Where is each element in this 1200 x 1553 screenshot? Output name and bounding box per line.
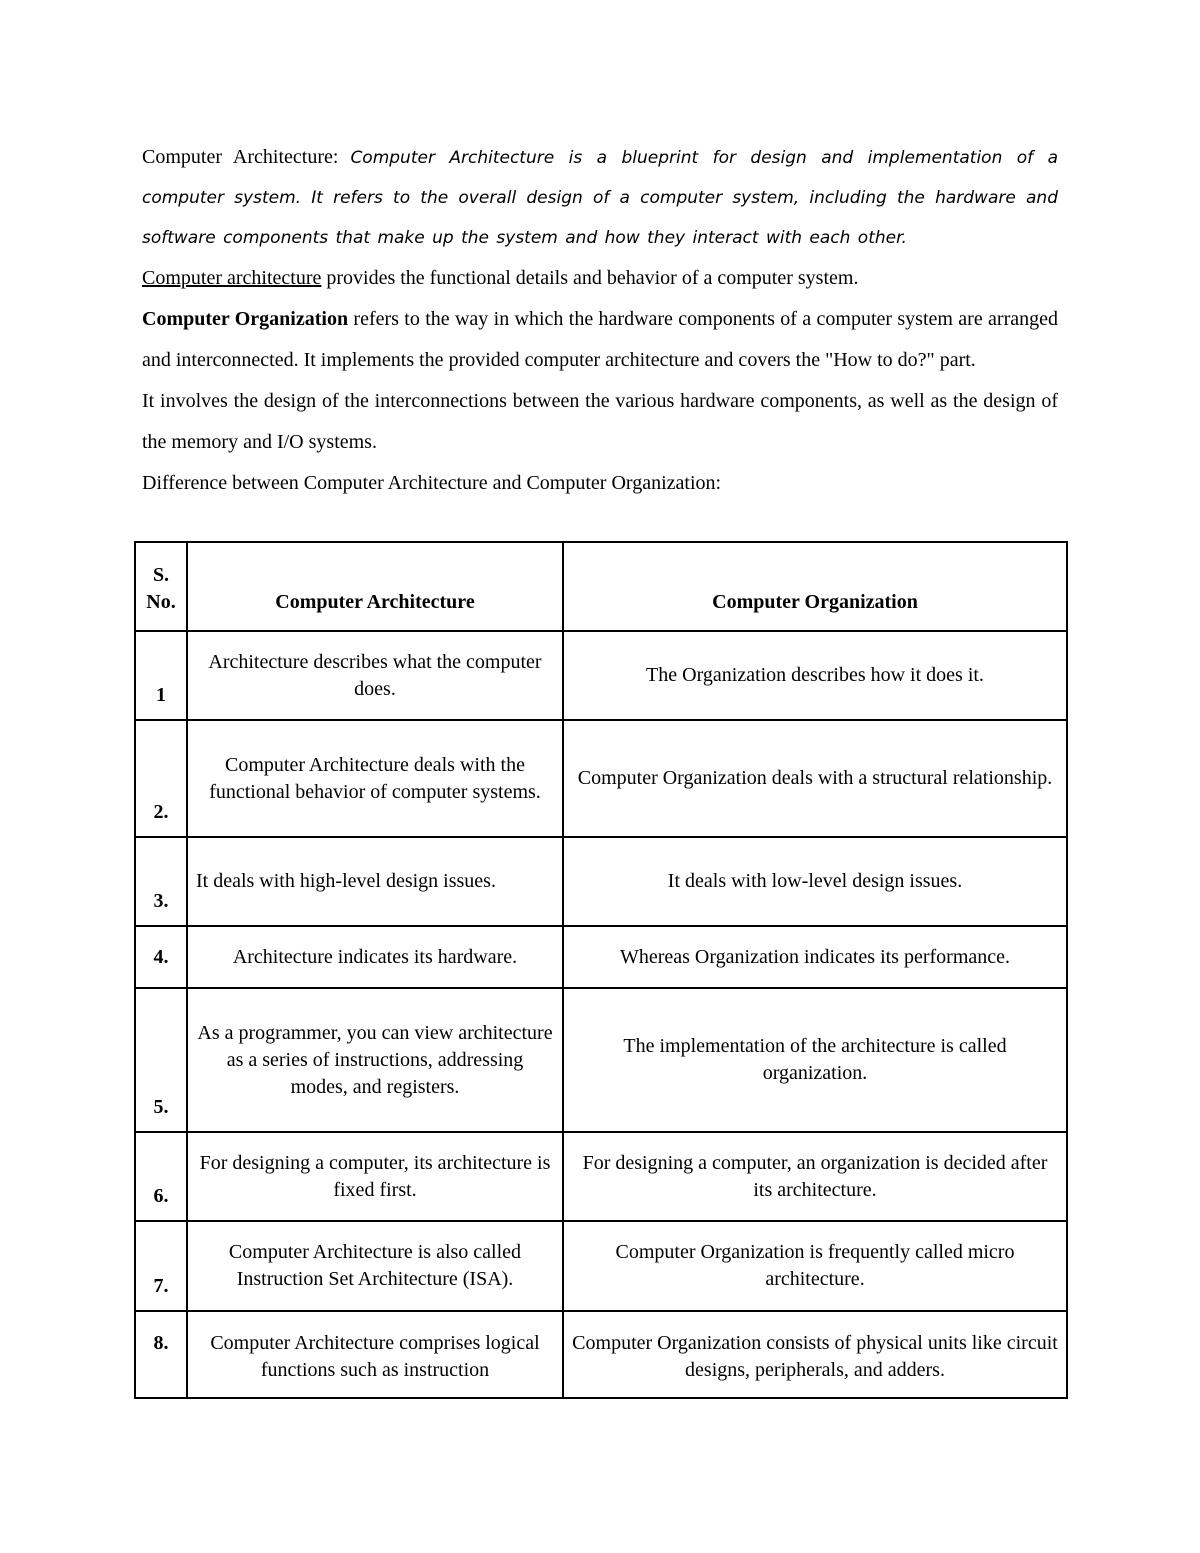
row-sno: 2. <box>135 720 187 837</box>
comparison-table <box>134 541 1068 1399</box>
table-row <box>135 631 1067 720</box>
header-organization: Computer Organization <box>563 542 1067 631</box>
table-row <box>135 1311 1067 1398</box>
row-organization: The implementation of the architecture is called organization. <box>563 988 1067 1132</box>
row-sno: 7. <box>135 1221 187 1311</box>
row-organization: Computer Organization deals with a structural relationship. <box>563 720 1067 837</box>
difference-heading: Difference between Computer Architecture and Computer Organization: <box>142 472 722 494</box>
row-organization: Computer Organization consists of physical units like circuit designs, peripherals, and adders. <box>563 1311 1067 1398</box>
row-sno: 4. <box>135 926 187 988</box>
organization-paragraph <box>142 299 1058 381</box>
organization-description: refers to the way in which the hardware components of a computer system are arranged and interconnected. It implements the provided computer architecture and covers the "How to do?" part. <box>142 308 1058 371</box>
header-architecture: Computer Architecture <box>187 542 563 631</box>
table-row <box>135 1132 1067 1221</box>
involves-paragraph: It involves the design of the interconnections between the various hardware components, as well as the design of the memory and I/O systems. <box>142 390 1058 453</box>
row-architecture: As a programmer, you can view architecture as a series of instructions, addressing modes, and registers. <box>187 988 563 1132</box>
row-architecture: Computer Architecture deals with the functional behavior of computer systems. <box>187 720 563 837</box>
intro-definition: Computer Architecture is a blueprint for design and implementation of a computer system. It refers to the overall design of a computer system, including the hardware and software components that make up the system and how they interact with each other. <box>142 148 1058 248</box>
row-sno: 6. <box>135 1132 187 1221</box>
header-sno: S. No. <box>135 542 187 631</box>
intro-paragraph <box>142 138 1058 258</box>
comparison-table-wrapper <box>134 541 1066 1399</box>
row-organization: Whereas Organization indicates its performance. <box>563 926 1067 988</box>
table-row <box>135 1221 1067 1311</box>
architecture-description: provides the functional details and behavior of a computer system. <box>321 267 859 289</box>
table-header-row <box>135 542 1067 631</box>
row-architecture: Architecture describes what the computer does. <box>187 631 563 720</box>
row-sno: 3. <box>135 837 187 926</box>
organization-term: Computer Organization <box>142 308 349 330</box>
row-sno: 1 <box>135 631 187 720</box>
row-organization: Computer Organization is frequently called micro architecture. <box>563 1221 1067 1311</box>
table-row <box>135 988 1067 1132</box>
row-organization: For designing a computer, an organization is decided after its architecture. <box>563 1132 1067 1221</box>
row-architecture: Architecture indicates its hardware. <box>187 926 563 988</box>
architecture-term: Computer architecture <box>142 267 322 289</box>
table-row <box>135 720 1067 837</box>
text-body <box>142 138 1058 504</box>
row-organization: The Organization describes how it does it. <box>563 631 1067 720</box>
row-architecture: Computer Architecture is also called Instruction Set Architecture (ISA). <box>187 1221 563 1311</box>
row-sno: 5. <box>135 988 187 1132</box>
row-organization: It deals with low-level design issues. <box>563 837 1067 926</box>
row-architecture: For designing a computer, its architecture is fixed first. <box>187 1132 563 1221</box>
table-row <box>135 926 1067 988</box>
table-row <box>135 837 1067 926</box>
intro-label: Computer Architecture: <box>142 146 351 168</box>
row-architecture: Computer Architecture comprises logical functions such as instruction <box>187 1311 563 1398</box>
row-architecture: It deals with high-level design issues. <box>187 837 563 926</box>
architecture-paragraph <box>142 258 1058 299</box>
row-sno: 8. <box>135 1311 187 1398</box>
